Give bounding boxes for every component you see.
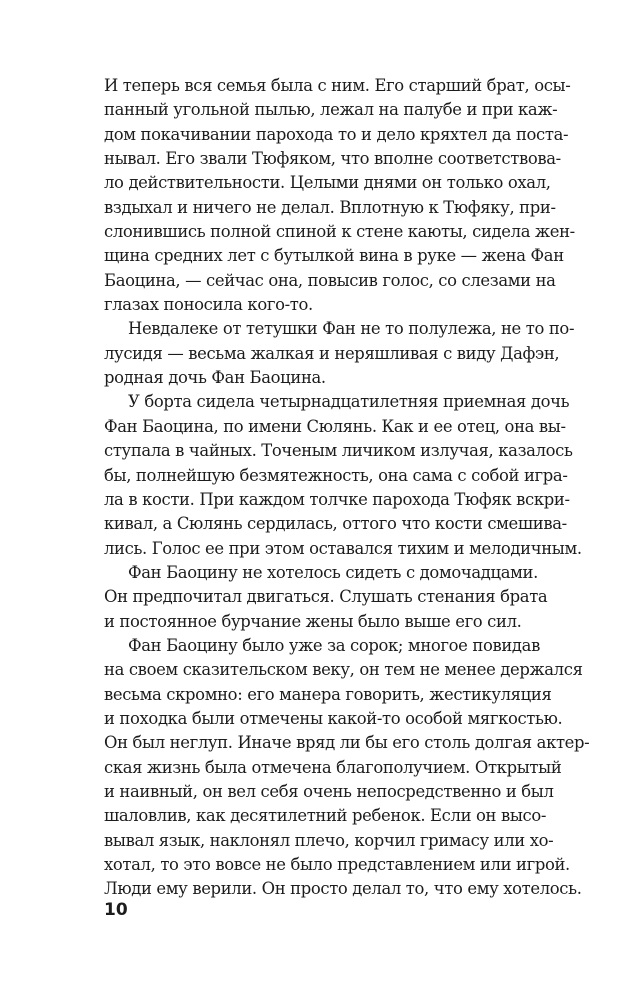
text-line: и наивный, он вел себя очень непосредственно и был xyxy=(104,781,554,801)
text-line: дом покачивании парохода то и дело кряхтел да поста- xyxy=(104,124,569,144)
text-line: Невдалеке от тетушки Фан не то полулежа, не то по- xyxy=(128,319,575,339)
text-line: вздыхал и ничего не делал. Вплотную к Тюфяку, при- xyxy=(104,197,556,217)
text-line: ла в кости. При каждом толчке парохода Тюфяк вскри- xyxy=(104,489,570,509)
text-line: и походка были отмечены какой-то особой мягкостью. xyxy=(104,708,563,728)
text-line: слонившись полной спиной к стене каюты, сидела жен- xyxy=(104,222,575,242)
text-line: хотал, то это вовсе не было представлением или игрой. xyxy=(104,855,570,874)
text-line: вывал язык, наклонял плечо, корчил гримасу или хо- xyxy=(104,830,554,850)
text-line: родная дочь Фан Баоцина. xyxy=(104,368,326,388)
text-line: Фан Баоцину было уже за сорок; многое повидав xyxy=(128,635,540,655)
text-line: Люди ему верили. Он просто делал то, что ему хотелось. xyxy=(104,879,582,899)
text-line: глазах поносила кого-то. xyxy=(104,295,313,315)
text-line: нывал. Его звали Тюфяком, что вполне соответствова- xyxy=(104,149,561,169)
text-line: ступала в чайных. Точеным личиком излучая, казалось xyxy=(104,441,573,461)
text-line: У борта сидела четырнадцатилетняя приемная дочь xyxy=(128,392,570,412)
body-text xyxy=(104,74,590,902)
text-line: ло действительности. Целыми днями он только охал, xyxy=(104,173,551,193)
text-line: ская жизнь была отмечена благополучием. Открытый xyxy=(104,757,562,777)
text-line: кивал, а Сюлянь сердилась, оттого что кости смешива- xyxy=(104,514,567,534)
page-number: 10 xyxy=(104,900,128,920)
text-line: весьма скромно: его манера говорить, жестикуляция xyxy=(104,684,552,704)
text-line: бы, полнейшую безмятежность, она сама с собой игра- xyxy=(104,465,568,485)
text-line: лусидя — весьма жалкая и неряшливая с виду Дафэн, xyxy=(104,343,560,363)
text-line: Баоцина, — сейчас она, повысив голос, со слезами на xyxy=(104,270,556,290)
text-line: лись. Голос ее при этом оставался тихим и мелодичным. xyxy=(104,538,582,558)
text-line: панный угольной пылью, лежал на палубе и при каж- xyxy=(104,100,558,120)
text-line: шаловлив, как десятилетний ребенок. Если он высо- xyxy=(104,806,547,826)
text-line: Фан Баоцина, по имени Сюлянь. Как и ее отец, она вы- xyxy=(104,416,566,436)
text-line: Он был неглуп. Иначе вряд ли бы его столь долгая актер- xyxy=(104,733,590,753)
text-line: на своем сказительском веку, он тем не менее держался xyxy=(104,660,583,680)
text-line: И теперь вся семья была с ним. Его старший брат, осы- xyxy=(104,76,571,95)
text-line: и постоянное бурчание жены было выше его сил. xyxy=(104,611,522,631)
text-line: щина средних лет с бутылкой вина в руке — жена Фан xyxy=(104,246,564,266)
text-line: Он предпочитал двигаться. Слушать стенания брата xyxy=(104,587,548,607)
text-line: Фан Баоцину не хотелось сидеть с домочадцами. xyxy=(128,562,538,582)
